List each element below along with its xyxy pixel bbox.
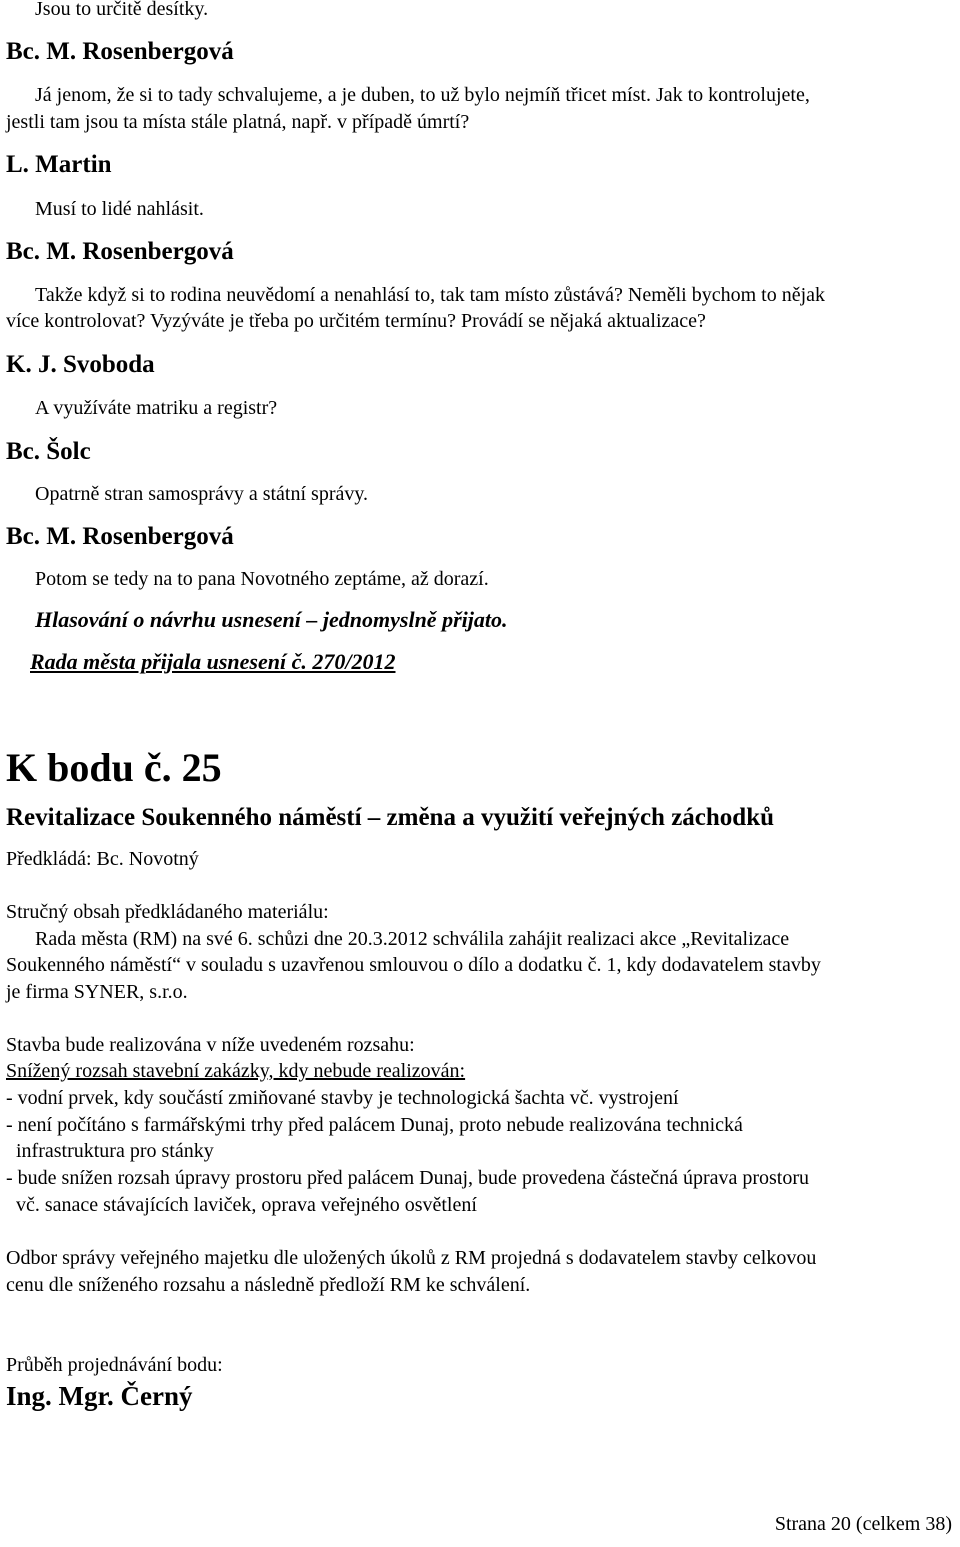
list-item: - vodní prvek, kdy součástí zmiňované stavby je technologická šachta vč. vystrojení [6,1087,679,1109]
reduced-scope-label: Snížený rozsah stavební zakázky, kdy nebude realizován: [6,1060,466,1082]
speaker-name: Bc. M. Rosenbergová [6,238,234,265]
list-item: - bude snížen rozsah úpravy prostoru před palácem Dunaj, bude provedena částečná úprava prostoru [6,1167,810,1189]
speaker-name: L. Martin [6,151,112,178]
item-heading: K bodu č. 25 [6,745,222,790]
vote-result: Hlasování o návrhu usnesení – jednomyslně přijato. [35,607,508,632]
list-item-continuation: vč. sanace stávajících laviček, oprava veřejného osvětlení [16,1194,477,1216]
list-item-continuation: infrastruktura pro stánky [16,1140,214,1162]
text-line: Odbor správy veřejného majetku dle uložených úkolů z RM projedná s dodavatelem stavby celkovou [6,1247,817,1269]
speaker-name: K. J. Svoboda [6,351,155,378]
course-label: Průběh projednávání bodu: [6,1354,223,1376]
text-line: Potom se tedy na to pana Novotného zeptáme, až dorazí. [35,568,489,590]
text-line: jestli tam jsou ta místa stále platná, např. v případě úmrtí? [6,111,470,133]
text-line: Opatrně stran samosprávy a státní správy. [35,483,369,505]
resolution-number: Rada města přijala usnesení č. 270/2012 [30,649,396,674]
summary-label: Stručný obsah předkládaného materiálu: [6,901,329,923]
item-title: Revitalizace Soukenného náměstí – změna a využití veřejných záchodků [6,804,775,831]
text-line: Já jenom, že si to tady schvalujeme, a je duben, to už bylo nejmíň třicet míst. Jak to kontrolujete, [35,84,810,106]
text-line: více kontrolovat? Vyzýváte je třeba po určitém termínu? Provádí se nějaká aktualizace? [6,310,706,332]
text-line: Rada města (RM) na své 6. schůzi dne 20.3.2012 schválila zahájit realizaci akce „Revitalizace [35,928,790,950]
submitter: Předkládá: Bc. Novotný [6,848,199,870]
page-number: Strana 20 (celkem 38) [774,1513,952,1535]
text-line: Musí to lidé nahlásit. [35,198,204,220]
speaker-name: Bc. M. Rosenbergová [6,523,234,550]
text-line: Jsou to určitě desítky. [35,0,209,20]
text-line: Takže když si to rodina neuvědomí a nenahlásí to, tak tam místo zůstává? Neměli bychom to nějak [35,284,826,306]
text-line: cenu dle sníženého rozsahu a následně předloží RM ke schválení. [6,1274,531,1296]
scope-label: Stavba bude realizována v níže uvedeném rozsahu: [6,1034,415,1056]
text-line: je firma SYNER, s.r.o. [6,981,188,1003]
list-item: - není počítáno s farmářskými trhy před palácem Dunaj, proto nebude realizována technická [6,1114,743,1136]
speaker-name: Bc. Šolc [6,438,91,465]
text-line: A využíváte matriku a registr? [35,397,278,419]
speaker-name: Bc. M. Rosenbergová [6,38,234,65]
speaker-name: Ing. Mgr. Černý [6,1381,193,1411]
text-line: Soukenného náměstí“ v souladu s uzavřenou smlouvou o dílo a dodatku č. 1, kdy dodavatelem stavby [6,954,821,976]
